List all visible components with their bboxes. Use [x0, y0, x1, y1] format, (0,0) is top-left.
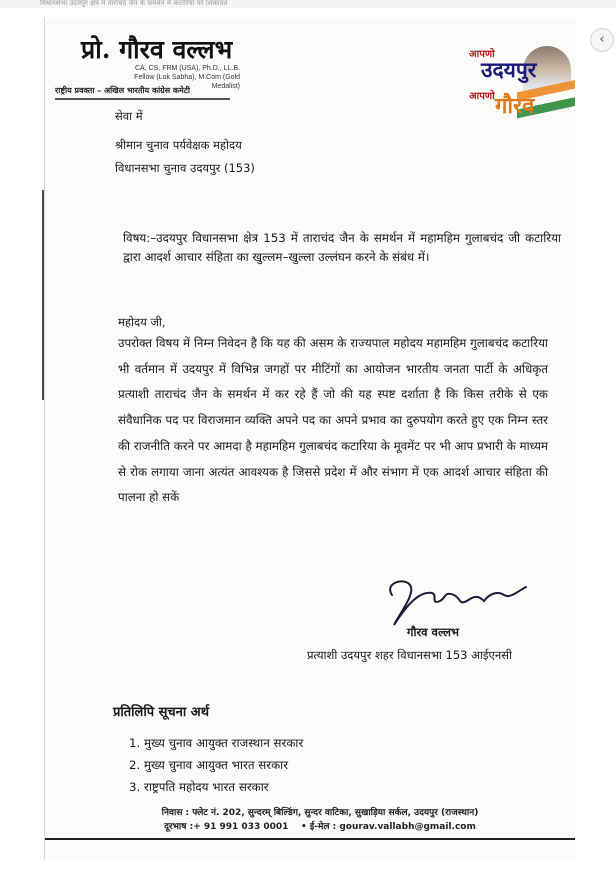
salutation-to: सेवा में [115, 109, 143, 123]
footer-contact [105, 820, 535, 834]
letter-body: उपरोक्त विषय में निम्न निवेदन है कि यह की असम के राज्यपाल महोदय महामहिम गुलाबचंद कटारिया भी वर्तमान में उदयपुर में विभिन्न जगहों पर मीटिंगों का आयोजन भारतीय जनता पार्टी के अधिकृत प्रत्याशी ताराचंद जैन के समर्थन में कर रहे हैं जो की यह स्पष्ट दर्शाता है कि किस तरीके से एक संवैधानिक पद पर विराजमान व्यक्ति अपने पद का अपने प्रभाव का दुरुपयोग करते हुए एक निम्न स्तर की राजनीति करने पर आमदा है महामहिम गुलाबचंद कटारिया के मूवमेंट पर भी आप प्रभारी के माध्यम से रोक लगाया जाना अत्यंत आवश्यक है जिससे प्रदेश में और संभाग में एक आदर्श आचार संहिता की पालना हो सकें [118, 336, 548, 505]
copy-to-title: प्रतिलिपि सूचना अर्थ [113, 705, 210, 720]
letter-subject: विषय:–उदयपुर विधानसभा क्षेत्र 153 में ताराचंद जैन के समर्थन में महामहिम गुलाबचंद जी कटारिया द्वारा आदर्श आचार संहिता का खुल्लम–खुल्ला उल्लंघन करने के संबंध में। [123, 231, 561, 264]
logo-text: आपणो [469, 49, 495, 60]
recipient-line: विधानसभा चुनाव उदयपुर (153) [115, 161, 255, 175]
recipient-line: श्रीमान चुनाव पर्यवेक्षक महोदय [115, 138, 242, 152]
logo-text: उदयपुर [481, 58, 537, 82]
logo-text: गौरव [495, 94, 535, 119]
campaign-logo [459, 46, 575, 118]
footer-divider [45, 838, 575, 840]
list-item: 1. मुख्य चुनाव आयुक्त राजस्थान सरकार [129, 736, 304, 750]
letterhead-role: राष्ट्रीय प्रवक्ता – अखिल भारतीय कांग्रेस कमेटी [55, 86, 190, 95]
list-item: 2. मुख्य चुनाव आयुक्त भारत सरकार [129, 758, 289, 772]
letterhead-divider [55, 98, 230, 100]
list-item: 3. राष्ट्रपति महोदय भारत सरकार [129, 780, 269, 794]
copy-to-list [129, 732, 303, 798]
sender-title: प्रत्याशी उदयपुर शहर विधानसभा 153 आईएनसी [307, 648, 513, 662]
share-icon[interactable]: ‹ [590, 28, 614, 52]
letter-page [44, 18, 575, 860]
letterhead-name: प्रो. गौरव वल्लभ [81, 35, 233, 64]
footer-email: • ई-मेल : gourav.vallabh@gmail.com [300, 822, 476, 832]
logo-text: आपणो [469, 91, 495, 102]
qualification-line: CA, CS, FRM (USA), Ph.D., LL.B. [134, 65, 240, 72]
footer-phone: दूरभाष :+ 91 991 033 0001 [164, 822, 289, 832]
greeting: महोदय जी, [118, 315, 166, 329]
letter-footer [105, 806, 535, 834]
top-strip [0, 0, 616, 8]
sender-name: गौरव वल्लभ [407, 625, 460, 639]
top-strip-text: विधानसभा उदयपुर क्षेत्र में ताराचंद जैन के समर्थन में कटारिया पर शिकायत [40, 0, 228, 7]
qualification-line: Fellow (Lok Sabha), M.Com (Gold Medalist) [134, 74, 240, 90]
footer-address: निवास : फ्लेट नं. 202, सुन्दरम् बिल्डिंग, सुन्दर वाटिका, सुखाड़िया सर्कल, उदयपुर (राजस्थान) [161, 808, 479, 818]
